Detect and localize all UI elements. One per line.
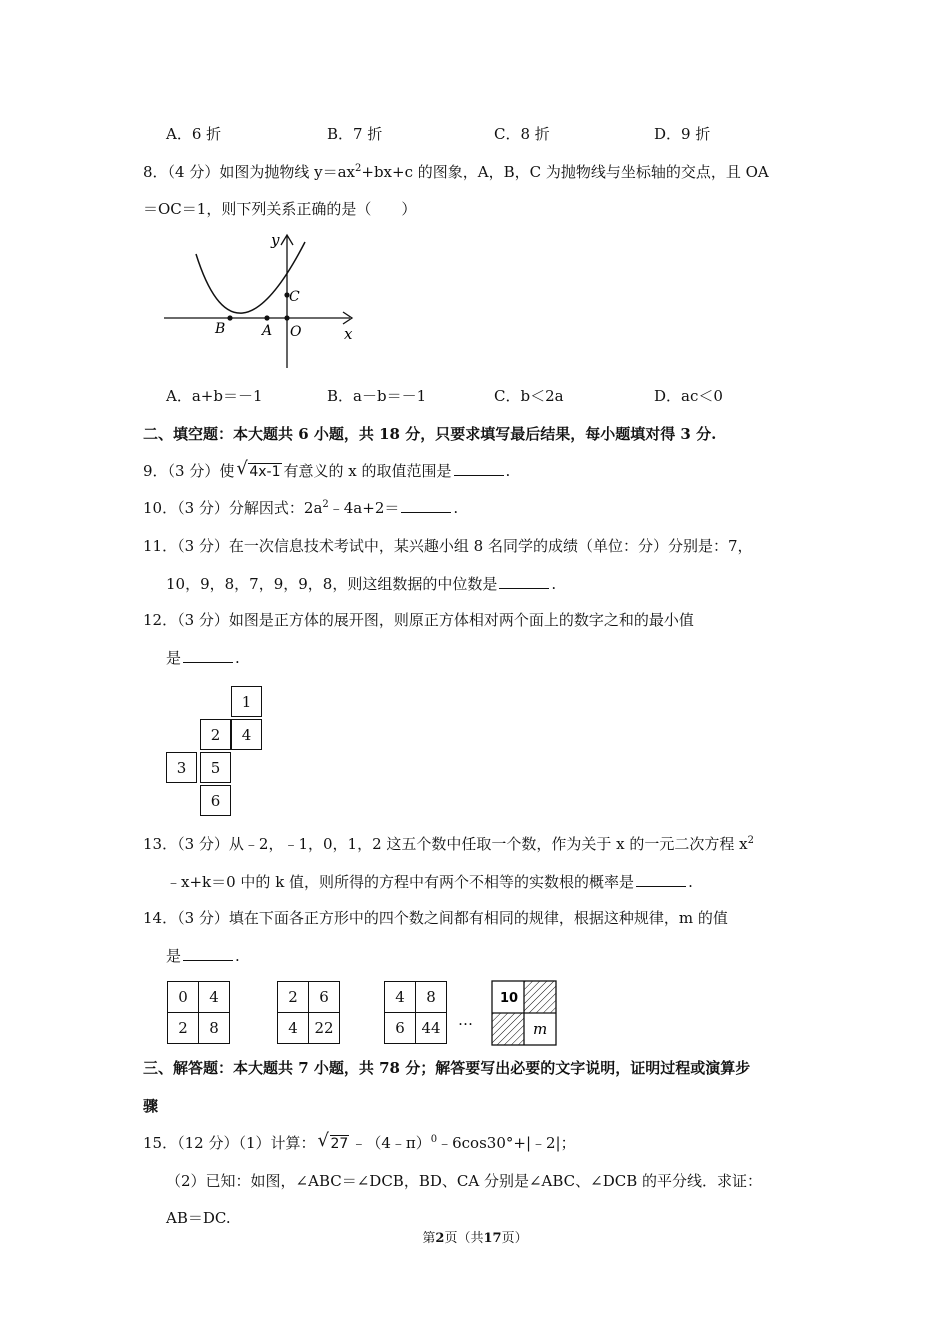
q11-line2: 10，9，8，7，9，9，8，则这组数据的中位数是 .	[166, 575, 557, 593]
square-cell: 8	[416, 982, 447, 1013]
square-cell: 0	[168, 982, 199, 1013]
q9-answer-blank	[454, 461, 504, 476]
square-cell: 2	[168, 1013, 199, 1044]
square-cell-m: m	[533, 1020, 548, 1038]
sqrt-expression: √ 27	[317, 1130, 349, 1152]
net-cell: 2	[200, 719, 231, 750]
q12-answer-blank	[183, 648, 233, 663]
q13-line2: ﹣x+k＝0 中的 k 值，则所得的方程中有两个不相等的实数根的概率是 .	[166, 873, 693, 891]
x-axis-label: x	[344, 325, 353, 343]
number-square-3	[384, 981, 447, 1044]
q12-line1: 12．（3 分）如图是正方体的展开图，则原正方体相对两个面上的数字之和的最小值	[143, 611, 694, 629]
square-cell: 6	[385, 1013, 416, 1044]
square-cell: 4	[278, 1013, 309, 1044]
q10-answer-blank	[401, 498, 451, 513]
page-footer: 第2页（共17页）	[422, 1231, 528, 1246]
q12-line2: 是 .	[166, 649, 240, 667]
cube-net	[166, 686, 266, 816]
q14-answer-blank	[183, 946, 233, 961]
q13-answer-blank	[636, 872, 686, 887]
q10: 10．（3 分）分解因式：$2a^2﹣4a+2=$ .	[143, 499, 459, 517]
q7-option-b: B．7 折	[327, 125, 383, 143]
net-cell: 1	[231, 686, 262, 717]
q7-option-d: D．9 折	[654, 125, 711, 143]
number-square-2	[277, 981, 340, 1044]
square-cell: 8	[199, 1013, 230, 1044]
q8-option-b: B．a－b＝－1	[327, 387, 427, 405]
net-cell: 3	[166, 752, 197, 783]
y-axis-label: y	[271, 231, 280, 249]
q8-option-c: C．b＜2a	[494, 387, 564, 405]
q8-line1: 8．（4 分）如图为抛物线 $y=ax^2+bx+c$ 的图象，A，B，C 为抛物线与坐标轴的交点，且 OA	[143, 163, 769, 181]
section-3-heading-line2: 骤	[143, 1097, 159, 1115]
point-o-label: O	[290, 324, 302, 340]
section-2-heading: 二、填空题：本大题共 6 小题，共 18 分，只要求填写最后结果，每小题填对得 3 分.	[143, 425, 717, 443]
q8-option-d: D．ac＜0	[654, 387, 723, 405]
square-cell: 44	[416, 1013, 447, 1044]
net-cell: 6	[200, 785, 231, 816]
q7-option-c: C．8 折	[494, 125, 550, 143]
q13-line1: 13．（3 分）从﹣2，﹣1，0，1，2 这五个数中任取一个数，作为关于 x 的一元二次方程 $x^2$	[143, 835, 754, 853]
square-cell: 4	[199, 982, 230, 1013]
point-c-label: C	[289, 289, 300, 305]
q8-line2: ＝OC＝1，则下列关系正确的是（ ）	[143, 200, 417, 218]
point-a-label: A	[262, 323, 273, 339]
q7-option-a: A．6 折	[166, 125, 222, 143]
q8-parabola-graph	[160, 228, 365, 373]
q8-option-a: A．a+b＝－1	[166, 387, 263, 405]
net-cell: 5	[200, 752, 231, 783]
number-square-4	[491, 980, 557, 1046]
q14-line2: 是 .	[166, 947, 240, 965]
square-cell: 6	[309, 982, 340, 1013]
section-3-heading-line1: 三、解答题：本大题共 7 小题，共 78 分；解答要写出必要的文字说明，证明过程或演算步	[143, 1059, 751, 1077]
q15-line3: AB＝DC.	[166, 1209, 231, 1227]
q11-answer-blank	[499, 574, 549, 589]
sqrt-expression: √ 4x-1	[236, 458, 281, 480]
square-cell: 22	[309, 1013, 340, 1044]
q15-line1: 15．（12 分）（1）计算： √ 27 ﹣（4﹣π）$^0$﹣6cos30°+|﹣2|；	[143, 1130, 576, 1152]
q9: 9．（3 分）使 √ 4x-1 有意义的 x 的取值范围是 .	[143, 458, 511, 480]
sequence-ellipsis: …	[458, 1011, 473, 1029]
q15-line2: （2）已知：如图，∠ABC＝∠DCB，BD、CA 分别是∠ABC、∠DCB 的平分线．求证：	[166, 1172, 762, 1190]
square-cell: 4	[385, 982, 416, 1013]
net-cell: 4	[231, 719, 262, 750]
q11-line1: 11．（3 分）在一次信息技术考试中，某兴趣小组 8 名同学的成绩（单位：分）分别是：7，	[143, 537, 753, 555]
number-square-1	[167, 981, 230, 1044]
q14-line1: 14．（3 分）填在下面各正方形中的四个数之间都有相同的规律，根据这种规律，m 的值	[143, 909, 728, 927]
square-cell: 2	[278, 982, 309, 1013]
square-cell: 10	[500, 991, 519, 1006]
point-b-label: B	[215, 321, 226, 337]
